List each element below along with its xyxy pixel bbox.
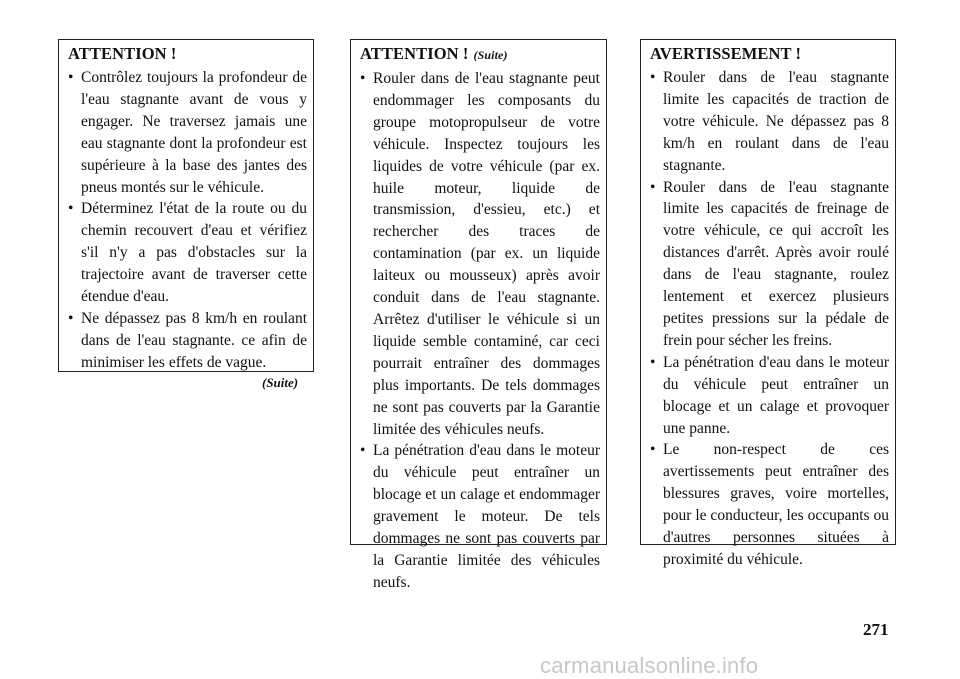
warning-heading: AVERTISSEMENT !	[650, 44, 802, 63]
list-item: • Rouler dans de l'eau stagnante limite les capacités de traction de votre véhicule. Ne dépassez pas 8 km/h en roulant dans de l'eau stagnante.	[650, 67, 889, 177]
warning-box	[640, 39, 896, 568]
heading-suffix: (Suite)	[473, 48, 508, 62]
page-number: 271	[863, 620, 889, 639]
list-item: • Le non-respect de ces avertissements peut entraîner des blessures graves, voire mortelles, pour le conducteur, les occupants ou d'autres personnes situées à proximité du véhicule.	[650, 439, 889, 570]
continued-label: (Suite)	[262, 375, 299, 390]
attention-heading: ATTENTION !	[68, 44, 177, 63]
list-item: • Déterminez l'état de la route ou du chemin recouvert d'eau et vérifiez s'il n'y a pas d'obstacles sur la trajectoire avant de traverser cette étendue d'eau.	[68, 198, 307, 308]
attention-list	[68, 67, 307, 374]
watermark-text: carmanualsonline.info	[540, 653, 759, 678]
attention-box-2	[350, 39, 607, 591]
warning-list	[650, 67, 889, 571]
list-item: • La pénétration d'eau dans le moteur du véhicule peut entraîner un blocage et un calage et endommager gravement le moteur. De tels dommages ne sont pas couverts par la Garantie limitée des véhicules neufs.	[360, 440, 600, 593]
attention-list	[360, 68, 600, 594]
heading-text: ATTENTION !	[360, 44, 469, 63]
list-item: • Rouler dans de l'eau stagnante peut endommager les composants du groupe motopropulseur de votre véhicule. Inspectez toujours les liquides de votre véhicule (par ex. huile moteur, liquide de transmission, d'essieu, etc.) et rechercher des traces de contamination (par ex. un liquide laiteux ou mousseux) après avoir conduit dans de l'eau stagnante. Arrêtez d'utiliser le véhicule si un liquide semble contaminé, car ceci pourrait entraîner des dommages plus importants. De tels dommages ne sont pas couverts par la Garantie limitée des véhicules neufs.	[360, 68, 600, 440]
list-item: • Rouler dans de l'eau stagnante limite les capacités de freinage de votre véhicule, ce qui accroît les distances d'arrêt. Après avoir roulé dans de l'eau stagnante, roulez lentement et exercez plusieurs petites pressions sur la pédale de frein pour sécher les freins.	[650, 177, 889, 352]
attention-heading-continued	[360, 43, 600, 66]
list-item: • Ne dépassez pas 8 km/h en roulant dans de l'eau stagnante. ce afin de minimiser les effets de vague.	[68, 308, 307, 374]
list-item: • Contrôlez toujours la profondeur de l'eau stagnante avant de vous y engager. Ne traversez jamais une eau stagnante dont la profondeur est supérieure à la base des jantes des pneus montés sur le véhicule.	[68, 67, 307, 198]
list-item: • La pénétration d'eau dans le moteur du véhicule peut entraîner un blocage et un calage et provoquer une panne.	[650, 352, 889, 440]
attention-box-1	[58, 39, 314, 372]
